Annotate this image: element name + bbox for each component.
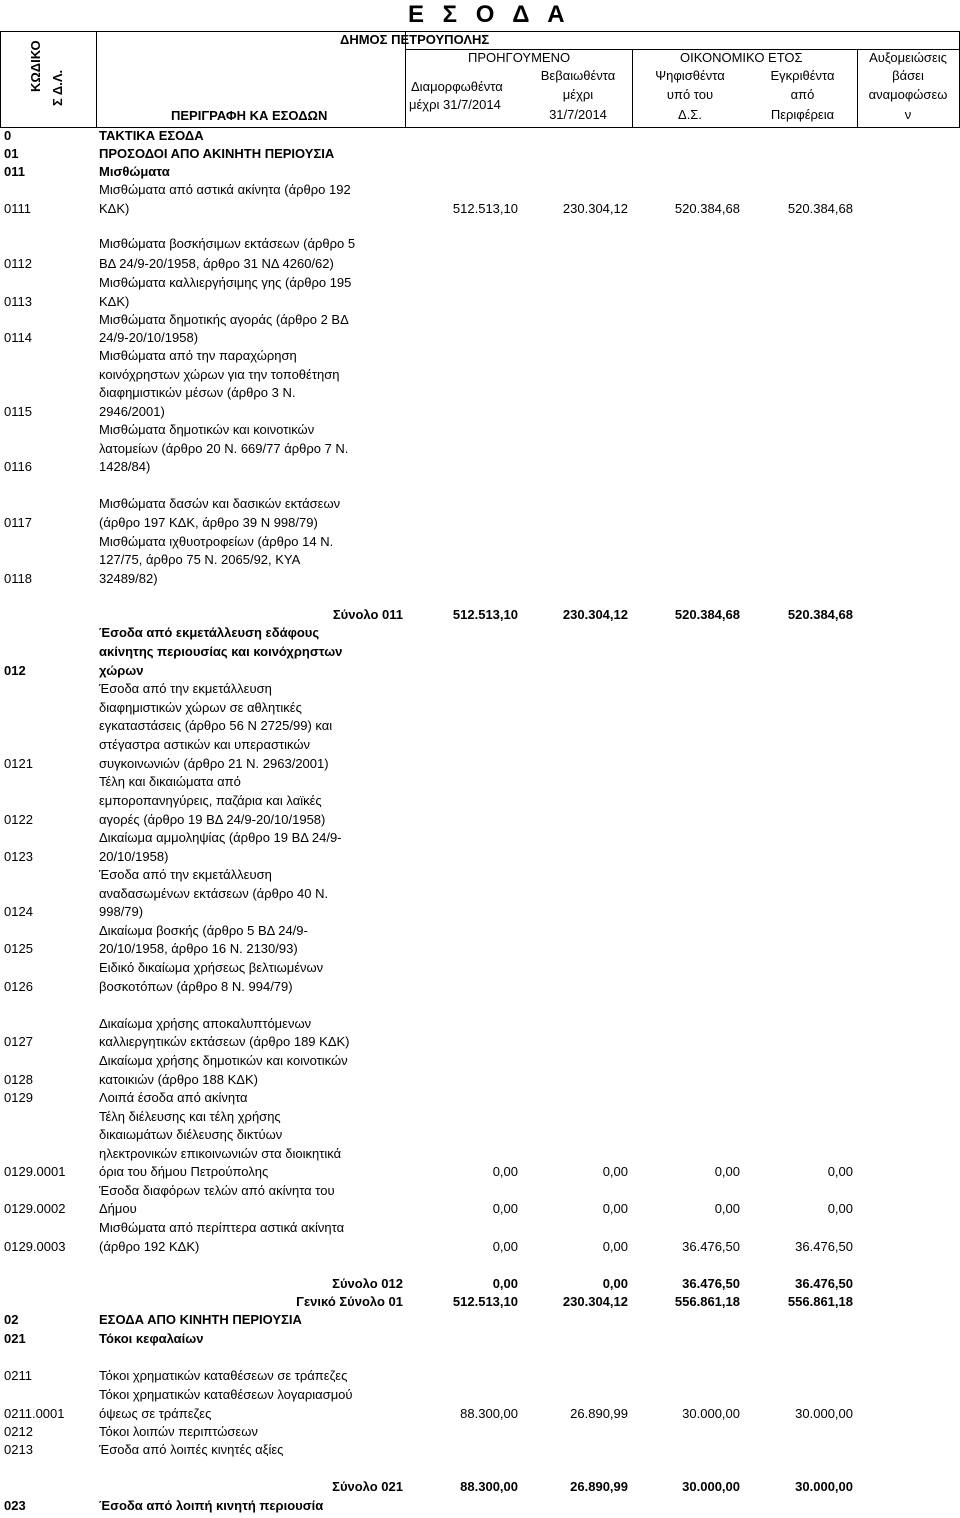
row-desc: 20/10/1958) [99,849,169,864]
row-code: 01 [4,146,19,161]
row-desc: ηλεκτρονικών επικοινωνιών στα διοικητικά [99,1146,342,1161]
row-desc: 998/79) [99,904,144,919]
subtotal-value: 0,00 [492,1276,518,1291]
row-desc: ΚΔΚ) [99,294,130,309]
value-cell: 30.000,00 [795,1406,853,1421]
value-cell: 0,00 [492,1239,518,1254]
header-code-divider [96,31,97,127]
value-cell: 0,00 [602,1201,628,1216]
row-desc: δικαιωμάτων διέλευσης δικτύων [99,1127,283,1142]
col2-header-a: Βεβαιωθέντα [540,68,616,83]
subtotal-value: 30.000,00 [682,1479,740,1494]
row-desc: κοινόχρηστων χώρων για την τοποθέτηση [99,367,340,382]
row-desc: Τέλη διέλευσης και τέλη χρήσης [99,1109,281,1124]
row-code: 0117 [4,515,32,530]
row-desc: Μισθώματα [99,164,170,179]
row-desc: διαφημιστικών χώρων σε αθλητικές [99,700,302,715]
row-desc: ΕΣΟΔΑ ΑΠΟ ΚΙΝΗΤΗ ΠΕΡΙΟΥΣΙΑ [99,1312,302,1327]
row-desc: Τόκοι κεφαλαίων [99,1331,204,1346]
row-desc: Τέλη και δικαιώματα από [99,774,241,789]
row-desc: 32489/82) [99,571,158,586]
header-fiscal-divider [632,49,633,127]
row-code: 0125 [4,941,33,956]
row-code: 023 [4,1498,26,1513]
row-desc: χώρων [99,663,144,678]
value-cell: 30.000,00 [682,1406,740,1421]
row-desc: Λοιπά έσοδα από ακίνητα [99,1090,248,1105]
municipality-name: ΔΗΜΟΣ ΠΕΤΡΟΥΠΟΛΗΣ [340,32,490,47]
col2-header-b: μέχρι [562,87,594,102]
row-desc: διαφημιστικών μέσων (άρθρο 3 Ν. [99,385,296,400]
row-code: 0121 [4,756,33,771]
row-desc: βοσκοτόπων (άρθρο 8 Ν. 994/79) [99,979,293,994]
subtotal-value: 30.000,00 [795,1479,853,1494]
col5-header-c: αναμοφώσεω [868,87,948,102]
row-desc: Έσοδα από εκμετάλλευση εδάφους [99,625,320,640]
row-desc: εγκαταστάσεις (άρθρο 56 Ν 2725/99) και [99,718,333,733]
prev-year-header: ΠΡΟΗΓΟΥΜΕΝΟ [468,50,571,65]
grand-total-value: 556.861,18 [674,1294,740,1309]
row-desc: (άρθρο 192 ΚΔΚ) [99,1239,200,1254]
value-cell: 0,00 [714,1164,740,1179]
value-cell: 0,00 [827,1164,853,1179]
row-code: 0213 [4,1442,33,1457]
row-code: 0129.0001 [4,1164,66,1179]
header-left-border [0,31,1,127]
row-desc: αναδασωμένων εκτάσεων (άρθρο 40 Ν. [99,886,329,901]
subtotal-value: 26.890,99 [570,1479,628,1494]
col5-header-a: Αυξομειώσεις [869,50,947,65]
subtotal-value: 0,00 [602,1276,628,1291]
row-code: 0124 [4,904,33,919]
value-cell: 0,00 [714,1201,740,1216]
fiscal-year-header: ΟΙΚΟΝΟΜΙΚΟ ΕΤΟΣ [680,50,803,65]
row-code: 011 [4,164,25,179]
row-desc: Μισθώματα βοσκήσιμων εκτάσεων (άρθρο 5 [99,236,356,251]
row-desc: ΠΡΟΣΟΔΟΙ ΑΠΟ ΑΚΙΝΗΤΗ ΠΕΡΙΟΥΣΙΑ [99,146,335,161]
row-desc: Δικαίωμα αμμοληψίας (άρθρο 19 ΒΔ 24/9- [99,830,342,845]
row-code: 02 [4,1312,19,1327]
row-desc: Τόκοι χρηματικών καταθέσεων σε τράπεζες [99,1368,348,1383]
row-desc: αγορές (άρθρο 19 ΒΔ 24/9-20/10/1958) [99,812,326,827]
row-code: 0129.0003 [4,1239,66,1254]
row-desc: Έσοδα από λοιπές κινητές αξίες [99,1442,284,1457]
row-desc: Μισθώματα δημοτικών και κοινοτικών [99,422,315,437]
value-cell: 512.513,10 [452,201,518,216]
row-desc: συγκοινωνιών (άρθρο 21 Ν. 2963/2001) [99,756,329,771]
row-desc: Τόκοι χρηματικών καταθέσεων λογαριασμού [99,1387,353,1402]
subtotal-value: 88.300,00 [460,1479,518,1494]
grand-total-value: 556.861,18 [787,1294,853,1309]
col4-header-a: Εγκριθέντα [770,68,835,83]
col1-header-b: μέχρι 31/7/2014 [409,97,501,112]
row-code: 0112 [4,256,32,271]
row-code: 0115 [4,404,32,419]
value-cell: 0,00 [602,1164,628,1179]
value-cell: 36.476,50 [795,1239,853,1254]
row-desc: Τόκοι λοιπών περιπτώσεων [99,1424,258,1439]
col3-header-a: Ψηφισθέντα [655,68,725,83]
row-code: 0211.0001 [4,1406,65,1421]
row-desc: καλλιεργητικών εκτάσεων (άρθρο 189 ΚΔΚ) [99,1034,350,1049]
row-desc: Έσοδα από την εκμετάλλευση [99,681,272,696]
row-desc: (άρθρο 197 ΚΔΚ, άρθρο 39 Ν 998/79) [99,515,318,530]
row-desc: Έσοδα από την εκμετάλλευση [99,867,272,882]
row-code: 0212 [4,1424,33,1439]
subtotal-label: Σύνολο 021 [332,1479,403,1494]
row-desc: Μισθώματα δασών και δασικών εκτάσεων [99,496,341,511]
row-code: 0111 [4,201,31,216]
row-code: 0122 [4,812,33,827]
page-title: Ε Σ Ο Δ Α [408,1,571,28]
row-code: 021 [4,1331,26,1346]
col2-header-c: 31/7/2014 [549,107,607,122]
grand-total-label: Γενικό Σύνολο 01 [296,1294,403,1309]
subtotal-value: 36.476,50 [795,1276,853,1291]
row-desc: Μισθώματα από αστικά ακίνητα (άρθρο 192 [99,182,351,197]
row-code: 0116 [4,459,32,474]
subtotal-label: Σύνολο 012 [332,1276,403,1291]
row-desc: όψεως σε τράπεζες [99,1406,212,1421]
row-desc: Έσοδα διαφόρων τελών από ακίνητα του [99,1183,335,1198]
value-cell: 0,00 [602,1239,628,1254]
row-desc: Δικαίωμα χρήσης δημοτικών και κοινοτικών [99,1053,348,1068]
row-code: 0128 [4,1072,33,1087]
col1-header-a: Διαμορφωθέντα [411,79,503,94]
row-code: 012 [4,663,26,678]
col5-header-d: ν [904,107,912,122]
row-desc: Έσοδα από λοιπή κινητή περιουσία [99,1498,324,1513]
row-desc: όρια του δήμου Πετρούπολης [99,1164,269,1179]
col5-header-b: βάσει [892,68,924,83]
row-desc: στέγαστρα αστικών και υπεραστικών [99,737,310,752]
row-desc: Δήμου [99,1201,137,1216]
subtotal-value: 520.384,68 [787,607,853,622]
row-desc: 24/9-20/10/1958) [99,330,199,345]
row-code: 0118 [4,571,32,586]
row-code: 0129 [4,1090,33,1105]
row-code: 0127 [4,1034,33,1049]
subtotal-value: 36.476,50 [682,1276,740,1291]
row-desc: κατοικιών (άρθρο 188 ΚΔΚ) [99,1072,258,1087]
row-desc: Μισθώματα από περίπτερα αστικά ακίνητα [99,1220,345,1235]
row-desc: Ειδικό δικαίωμα χρήσεως βελτιωμένων [99,960,324,975]
sdl-label: Σ Δ.Λ. [50,69,65,106]
row-desc: Δικαίωμα βοσκής (άρθρο 5 ΒΔ 24/9- [99,923,308,938]
subtotal-value: 512.513,10 [452,607,518,622]
row-code: 0211 [4,1368,32,1383]
value-cell: 520.384,68 [787,201,853,216]
value-cell: 0,00 [827,1201,853,1216]
row-desc: εμποροπανηγύρεις, παζάρια και λαϊκές [99,793,322,808]
kodiko-label: ΚΩΔΙΚΟ [28,40,43,92]
subtotal-value: 520.384,68 [674,607,740,622]
row-desc: λατομείων (άρθρο 20 Ν. 669/77 άρθρο 7 Ν. [99,441,349,456]
value-cell: 88.300,00 [460,1406,518,1421]
row-desc: Μισθώματα ιχθυοτροφείων (άρθρο 14 Ν. [99,534,334,549]
value-cell: 36.476,50 [682,1239,740,1254]
row-code: 0129.0002 [4,1201,66,1216]
row-desc: Μισθώματα από την παραχώρηση [99,348,297,363]
subtotal-label: Σύνολο 011 [332,607,403,622]
row-desc: 1428/84) [99,459,151,474]
row-code: 0113 [4,294,32,309]
row-code: 0123 [4,849,33,864]
row-desc: Μισθώματα δημοτικής αγοράς (άρθρο 2 ΒΔ [99,312,349,327]
description-header: ΠΕΡΙΓΡΑΦΗ ΚΑ ΕΣΟΔΩΝ [171,108,328,123]
row-code: 0114 [4,330,32,345]
value-cell: 0,00 [492,1164,518,1179]
col4-header-c: Περιφέρεια [770,107,835,122]
col3-header-c: Δ.Σ. [678,107,702,122]
value-cell: 520.384,68 [674,201,740,216]
col3-header-b: υπό του [666,87,714,102]
row-desc: 20/10/1958, άρθρο 16 Ν. 2130/93) [99,941,298,956]
row-desc: Μισθώματα καλλιεργήσιμης γης (άρθρο 195 [99,275,352,290]
row-desc: ΚΔΚ) [99,201,130,216]
row-code: 0 [4,128,12,143]
value-cell: 230.304,12 [562,201,628,216]
row-desc: ακίνητης περιουσίας και κοινόχρηστων [99,644,343,659]
grand-total-value: 512.513,10 [452,1294,518,1309]
row-code: 0126 [4,979,33,994]
col4-header-b: από [790,87,815,102]
subtotal-value: 230.304,12 [562,607,628,622]
value-cell: 26.890,99 [570,1406,628,1421]
value-cell: 0,00 [492,1201,518,1216]
row-desc: Δικαίωμα χρήσης αποκαλυπτόμενων [99,1016,312,1031]
grand-total-value: 230.304,12 [562,1294,628,1309]
row-desc: ΒΔ 24/9-20/1958, άρθρο 31 ΝΔ 4260/62) [99,256,334,271]
row-desc: 127/75, άρθρο 75 Ν. 2065/92, ΚΥΑ [99,552,301,567]
row-desc: 2946/2001) [99,404,165,419]
row-desc: ΤΑΚΤΙΚΑ ΕΣΟΔΑ [99,128,204,143]
